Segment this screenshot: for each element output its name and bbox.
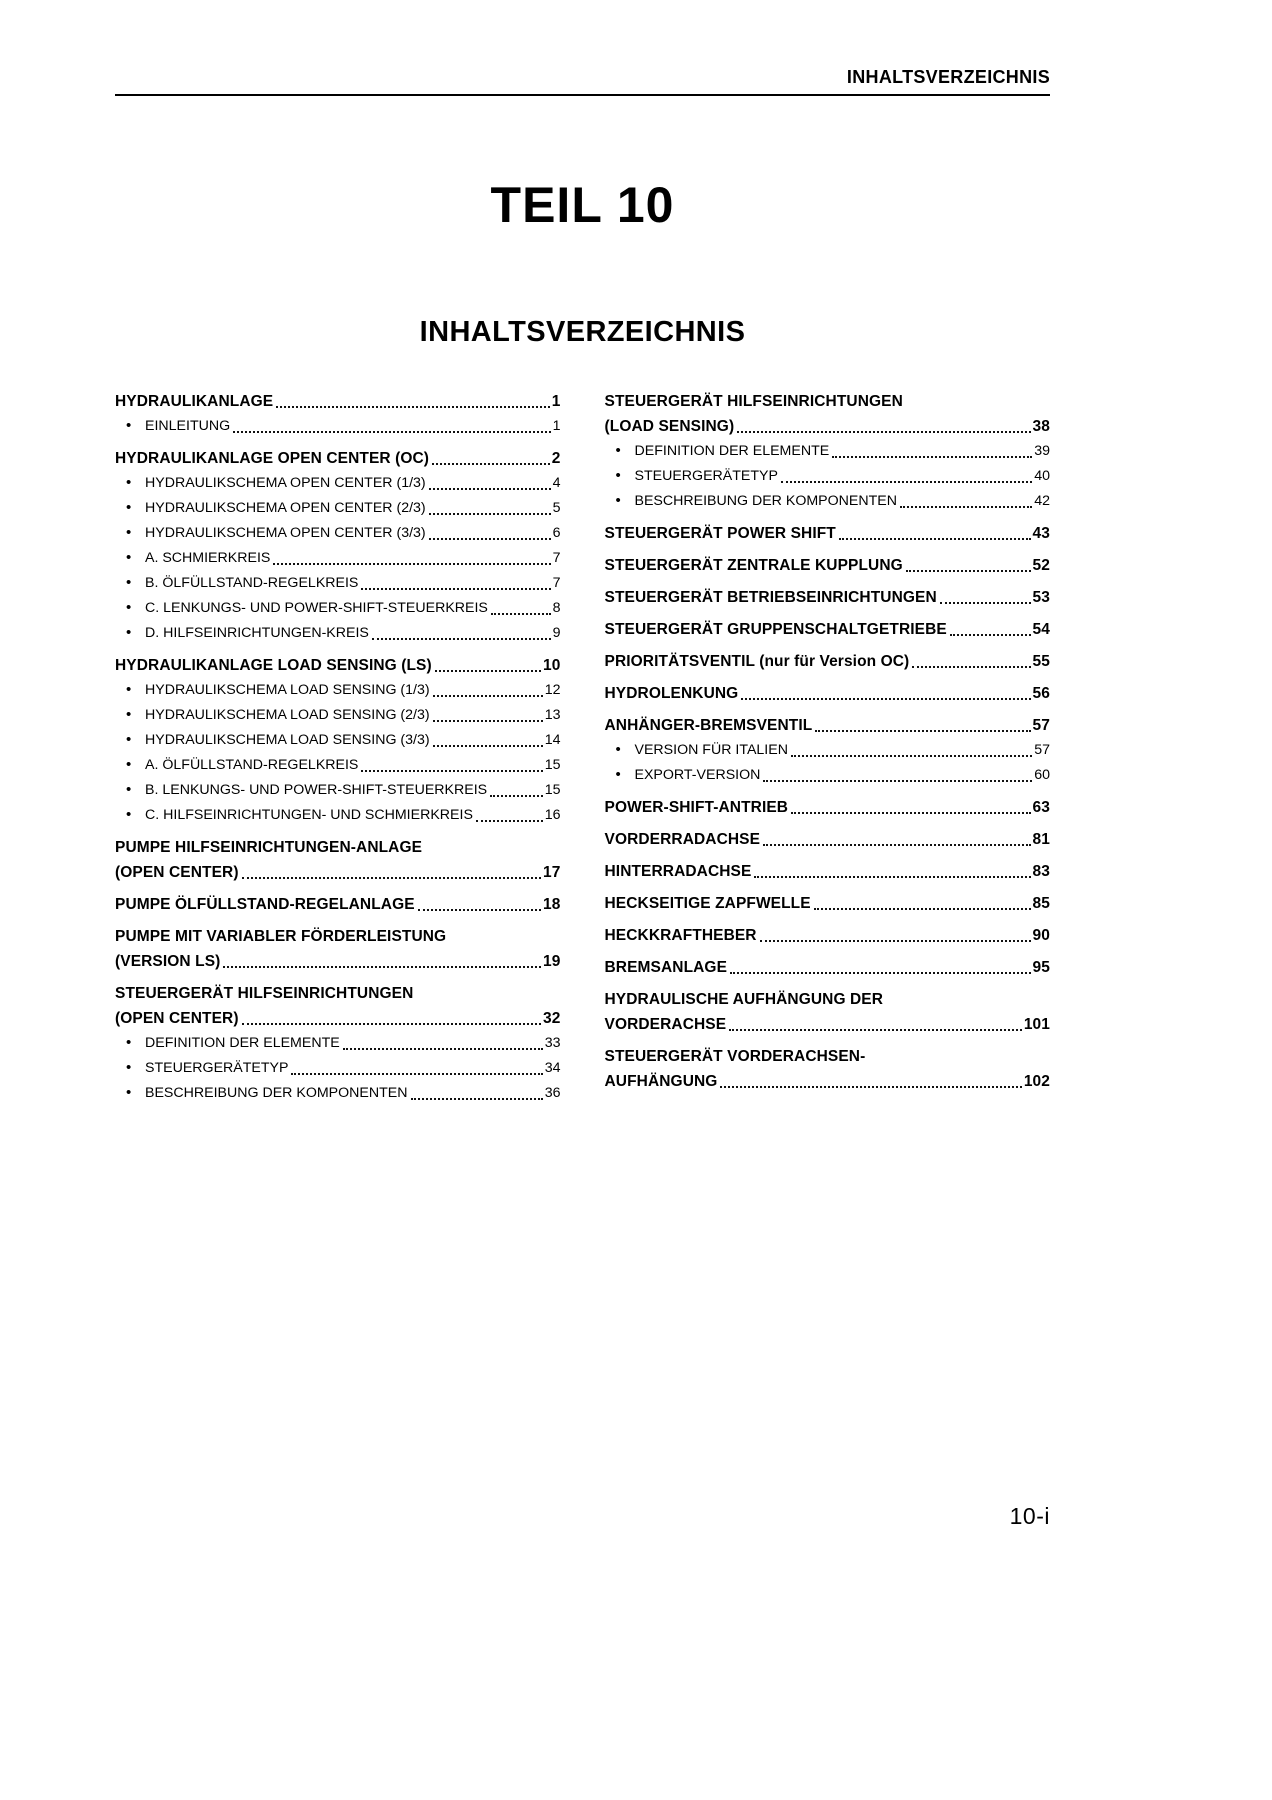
- toc-entry-label: VORDERACHSE: [604, 1016, 727, 1033]
- bullet-icon: •: [126, 1034, 132, 1051]
- toc-entry-label: ANHÄNGER-BREMSVENTIL: [604, 717, 813, 734]
- toc-entry-sub: [115, 753, 561, 778]
- toc-entry-page: 101: [1023, 1016, 1050, 1033]
- toc-entry-page: 60: [1034, 767, 1050, 783]
- toc-entry-sub: [115, 1081, 561, 1106]
- toc-entry-page: 13: [544, 707, 561, 723]
- toc-column-right: [605, 389, 1051, 1106]
- toc-entry-line: [605, 827, 1051, 852]
- toc-entry-label: EXPORT-VERSION: [634, 767, 761, 783]
- dot-leader: [781, 481, 1032, 483]
- toc-entry-sub: [115, 621, 561, 646]
- dot-leader: [760, 940, 1031, 942]
- toc-entry-label: (OPEN CENTER): [115, 864, 239, 881]
- bullet-icon: •: [126, 806, 132, 823]
- dot-leader: [490, 795, 543, 797]
- toc-entry-label: VORDERRADACHSE: [604, 831, 761, 848]
- toc-entry-label: STEUERGERÄT POWER SHIFT: [604, 525, 836, 542]
- toc-entry-label: HECKKRAFTHEBER: [604, 927, 757, 944]
- part-title: TEIL 10: [490, 177, 675, 233]
- toc-entry-line: [115, 471, 561, 496]
- toc-entry-label: BESCHREIBUNG DER KOMPONENTEN: [634, 493, 898, 509]
- toc-entry-label: HYDROLENKUNG: [604, 685, 739, 702]
- toc-entry-sub: [115, 703, 561, 728]
- bullet-icon: •: [126, 681, 132, 698]
- toc-entry-line: [115, 703, 561, 728]
- toc-entry-label: STEUERGERÄTETYP: [634, 468, 778, 484]
- toc-entry-main: [605, 713, 1051, 738]
- dot-leader: [900, 506, 1032, 508]
- toc-entry-line: [605, 1044, 1051, 1069]
- dot-leader: [906, 570, 1031, 572]
- dot-leader: [791, 812, 1030, 814]
- toc-entry-sub: [605, 763, 1051, 788]
- toc-entry-label: (LOAD SENSING): [604, 418, 735, 435]
- toc-entry-line: [605, 414, 1051, 439]
- toc-entry-label: BREMSANLAGE: [604, 959, 728, 976]
- toc-entry-main: [605, 923, 1051, 948]
- dot-leader: [832, 456, 1032, 458]
- bullet-icon: •: [126, 756, 132, 773]
- toc-entry-main: [605, 1044, 1051, 1094]
- toc-entry-label: HYDRAULIKSCHEMA LOAD SENSING (3/3): [145, 732, 430, 748]
- toc-entry-line: [605, 763, 1051, 788]
- dot-leader: [291, 1073, 542, 1075]
- dot-leader: [433, 720, 543, 722]
- toc-entry-line: [605, 681, 1051, 706]
- toc-entry-page: 102: [1023, 1073, 1050, 1090]
- toc-entry-line: [605, 464, 1051, 489]
- bullet-icon: •: [126, 731, 132, 748]
- bullet-icon: •: [126, 781, 132, 798]
- toc-entry-main: [605, 891, 1051, 916]
- toc-entry-line: [115, 596, 561, 621]
- toc-entry-main: [605, 521, 1051, 546]
- toc-entry-sub: [115, 414, 561, 439]
- toc-entry-sub: [115, 778, 561, 803]
- dot-leader: [361, 588, 550, 590]
- toc-entry-page: 12: [544, 682, 561, 698]
- toc-entry-page: 42: [1034, 493, 1050, 509]
- toc-entry-sub: [605, 489, 1051, 514]
- toc-entry-label: HYDRAULIKSCHEMA LOAD SENSING (2/3): [145, 707, 430, 723]
- toc-entry-page: 83: [1032, 863, 1050, 880]
- table-of-contents: [115, 389, 1050, 1106]
- toc-entry-main: [605, 827, 1051, 852]
- toc-entry-page: 95: [1032, 959, 1050, 976]
- toc-entry-page: 43: [1032, 525, 1050, 542]
- toc-entry-page: 55: [1032, 653, 1050, 670]
- toc-entry-page: 34: [544, 1060, 561, 1076]
- toc-entry-page: 8: [552, 600, 561, 616]
- toc-entry-line: [605, 955, 1051, 980]
- toc-entry-line: [115, 678, 561, 703]
- dot-leader: [730, 972, 1031, 974]
- toc-entry-line: [605, 521, 1051, 546]
- toc-entry-main: [605, 617, 1051, 642]
- toc-entry-line: [115, 949, 561, 974]
- toc-entry-label: DEFINITION DER ELEMENTE: [634, 443, 830, 459]
- toc-entry-main: [115, 835, 561, 885]
- toc-entry-main: [115, 446, 561, 471]
- dot-leader: [754, 876, 1030, 878]
- toc-entry-label: STEUERGERÄT BETRIEBSEINRICHTUNGEN: [604, 589, 937, 606]
- toc-entry-page: 15: [544, 757, 561, 773]
- toc-entry-line: [115, 835, 561, 860]
- toc-entry-line: [115, 892, 561, 917]
- toc-entry-line: [605, 738, 1051, 763]
- footer-page-number: 10-i: [1009, 1503, 1050, 1529]
- toc-entry-main: [605, 585, 1051, 610]
- toc-entry-main: [605, 649, 1051, 674]
- toc-entry-page: 40: [1034, 468, 1050, 484]
- toc-entry-label: AUFHÄNGUNG: [604, 1073, 718, 1090]
- toc-entry-label: PUMPE MIT VARIABLER FÖRDERLEISTUNG: [115, 928, 447, 945]
- toc-entry-sub: [115, 546, 561, 571]
- toc-entry-main: [605, 955, 1051, 980]
- toc-entry-page: 36: [544, 1085, 561, 1101]
- toc-entry-page: 38: [1032, 418, 1050, 435]
- toc-entry-line: [115, 1056, 561, 1081]
- dot-leader: [429, 538, 551, 540]
- dot-leader: [912, 666, 1030, 668]
- toc-entry-line: [115, 414, 561, 439]
- toc-entry-sub: [115, 728, 561, 753]
- toc-entry-page: 9: [552, 625, 561, 641]
- toc-entry-main: [115, 892, 561, 917]
- toc-title: INHALTSVERZEICHNIS: [419, 316, 746, 348]
- bullet-icon: •: [126, 474, 132, 491]
- toc-entry-label: HYDRAULISCHE AUFHÄNGUNG DER: [604, 991, 884, 1008]
- toc-entry-label: D. HILFSEINRICHTUNGEN-KREIS: [145, 625, 369, 641]
- toc-entry-page: 6: [552, 525, 561, 541]
- toc-entry-main: [115, 389, 561, 414]
- toc-entry-page: 52: [1032, 557, 1050, 574]
- dot-leader: [729, 1029, 1022, 1031]
- dot-leader: [839, 538, 1031, 540]
- dot-leader: [491, 613, 551, 615]
- toc-entry-main: [115, 981, 561, 1031]
- toc-entry-label: HYDRAULIKSCHEMA OPEN CENTER (2/3): [145, 500, 426, 516]
- toc-entry-label: EINLEITUNG: [145, 418, 231, 434]
- toc-entry-page: 17: [543, 864, 561, 881]
- toc-entry-page: 14: [544, 732, 561, 748]
- header-rule: [115, 94, 1050, 96]
- toc-entry-label: A. ÖLFÜLLSTAND-REGELKREIS: [145, 757, 359, 773]
- dot-leader: [242, 877, 541, 879]
- toc-entry-label: POWER-SHIFT-ANTRIEB: [604, 799, 789, 816]
- toc-entry-main: [605, 553, 1051, 578]
- dot-leader: [343, 1048, 543, 1050]
- toc-entry-line: [115, 778, 561, 803]
- dot-leader: [223, 966, 541, 968]
- toc-entry-label: STEUERGERÄT ZENTRALE KUPPLUNG: [604, 557, 903, 574]
- page-header: [115, 66, 1050, 96]
- toc-entry-sub: [115, 496, 561, 521]
- toc-entry-line: [605, 795, 1051, 820]
- toc-entry-line: [605, 859, 1051, 884]
- bullet-icon: •: [615, 467, 621, 484]
- toc-entry-sub: [115, 471, 561, 496]
- toc-entry-line: [605, 553, 1051, 578]
- toc-entry-line: [605, 585, 1051, 610]
- toc-entry-label: (OPEN CENTER): [115, 1010, 239, 1027]
- toc-entry-main: [115, 653, 561, 678]
- toc-entry-sub: [605, 439, 1051, 464]
- toc-entry-main: [605, 389, 1051, 439]
- toc-entry-page: 56: [1032, 685, 1050, 702]
- toc-entry-page: 5: [552, 500, 561, 516]
- toc-entry-page: 15: [544, 782, 561, 798]
- dot-leader: [815, 730, 1030, 732]
- toc-entry-line: [115, 496, 561, 521]
- toc-entry-label: HYDRAULIKSCHEMA OPEN CENTER (3/3): [145, 525, 426, 541]
- toc-entry-page: 7: [552, 575, 561, 591]
- toc-entry-label: VERSION FÜR ITALIEN: [634, 742, 788, 758]
- dot-leader: [435, 670, 541, 672]
- bullet-icon: •: [126, 1059, 132, 1076]
- toc-entry-sub: [115, 803, 561, 828]
- toc-entry-page: 85: [1032, 895, 1050, 912]
- dot-leader: [433, 695, 543, 697]
- toc-entry-sub: [605, 464, 1051, 489]
- toc-entry-sub: [115, 1056, 561, 1081]
- toc-entry-page: 1: [551, 393, 561, 410]
- bullet-icon: •: [615, 766, 621, 783]
- bullet-icon: •: [615, 741, 621, 758]
- toc-entry-line: [115, 521, 561, 546]
- toc-entry-line: [115, 621, 561, 646]
- toc-entry-label: HINTERRADACHSE: [604, 863, 752, 880]
- dot-leader: [242, 1023, 541, 1025]
- bullet-icon: •: [615, 442, 621, 459]
- toc-entry-label: HECKSEITIGE ZAPFWELLE: [604, 895, 811, 912]
- toc-entry-label: C. HILFSEINRICHTUNGEN- UND SCHMIERKREIS: [145, 807, 473, 823]
- dot-leader: [372, 638, 551, 640]
- toc-entry-page: 16: [544, 807, 561, 823]
- toc-entry-label: A. SCHMIERKREIS: [145, 550, 271, 566]
- bullet-icon: •: [126, 417, 132, 434]
- toc-entry-line: [115, 653, 561, 678]
- dot-leader: [476, 820, 543, 822]
- dot-leader: [741, 698, 1030, 700]
- toc-entry-line: [115, 803, 561, 828]
- toc-entry-label: DEFINITION DER ELEMENTE: [145, 1035, 340, 1051]
- toc-entry-page: 2: [551, 450, 561, 467]
- toc-entry-line: [605, 713, 1051, 738]
- toc-entry-line: [605, 1069, 1051, 1094]
- toc-entry-page: 53: [1032, 589, 1050, 606]
- toc-entry-main: [115, 924, 561, 974]
- dot-leader: [791, 755, 1032, 757]
- toc-entry-label: PUMPE ÖLFÜLLSTAND-REGELANLAGE: [115, 896, 415, 913]
- toc-entry-line: [605, 987, 1051, 1012]
- toc-entry-page: 1: [552, 418, 561, 434]
- dot-leader: [432, 463, 550, 465]
- bullet-icon: •: [126, 706, 132, 723]
- toc-entry-line: [605, 649, 1051, 674]
- toc-entry-label: B. LENKUNGS- UND POWER-SHIFT-STEUERKREIS: [145, 782, 488, 798]
- dot-leader: [433, 745, 543, 747]
- toc-entry-main: [605, 987, 1051, 1037]
- dot-leader: [940, 602, 1031, 604]
- toc-entry-line: [115, 860, 561, 885]
- bullet-icon: •: [126, 549, 132, 566]
- toc-entry-line: [115, 728, 561, 753]
- dot-leader: [233, 431, 550, 433]
- toc-entry-page: 19: [543, 953, 561, 970]
- toc-entry-label: HYDRAULIKANLAGE LOAD SENSING (LS): [115, 657, 432, 674]
- toc-entry-label: BESCHREIBUNG DER KOMPONENTEN: [145, 1085, 408, 1101]
- toc-entry-line: [605, 891, 1051, 916]
- toc-entry-sub: [115, 1031, 561, 1056]
- toc-entry-line: [115, 1081, 561, 1106]
- toc-entry-line: [605, 923, 1051, 948]
- toc-entry-label: PRIORITÄTSVENTIL (nur für Version OC): [604, 653, 910, 670]
- toc-entry-line: [115, 1031, 561, 1056]
- bullet-icon: •: [126, 574, 132, 591]
- toc-entry-label: PUMPE HILFSEINRICHTUNGEN-ANLAGE: [115, 839, 423, 856]
- bullet-icon: •: [615, 492, 621, 509]
- dot-leader: [361, 770, 542, 772]
- toc-entry-sub: [115, 596, 561, 621]
- toc-entry-page: 57: [1034, 742, 1050, 758]
- toc-entry-sub: [115, 678, 561, 703]
- toc-entry-main: [605, 795, 1051, 820]
- toc-entry-label: STEUERGERÄT VORDERACHSEN-: [604, 1048, 866, 1065]
- toc-entry-label: HYDRAULIKANLAGE: [115, 393, 274, 410]
- toc-entry-line: [605, 439, 1051, 464]
- toc-entry-line: [115, 924, 561, 949]
- toc-entry-line: [605, 389, 1051, 414]
- toc-entry-page: 39: [1034, 443, 1050, 459]
- toc-entry-label: STEUERGERÄT HILFSEINRICHTUNGEN: [604, 393, 903, 410]
- toc-entry-sub: [115, 521, 561, 546]
- toc-entry-line: [115, 981, 561, 1006]
- toc-entry-line: [605, 617, 1051, 642]
- dot-leader: [418, 909, 541, 911]
- toc-entry-page: 10: [543, 657, 561, 674]
- toc-entry-line: [115, 389, 561, 414]
- toc-entry-page: 90: [1032, 927, 1050, 944]
- bullet-icon: •: [126, 499, 132, 516]
- toc-entry-line: [605, 489, 1051, 514]
- toc-entry-page: 57: [1032, 717, 1050, 734]
- dot-leader: [411, 1098, 543, 1100]
- dot-leader: [737, 431, 1030, 433]
- dot-leader: [273, 563, 550, 565]
- toc-entry-label: HYDRAULIKSCHEMA OPEN CENTER (1/3): [145, 475, 426, 491]
- toc-entry-line: [115, 1006, 561, 1031]
- toc-entry-label: STEUERGERÄTETYP: [145, 1060, 289, 1076]
- toc-entry-label: STEUERGERÄT HILFSEINRICHTUNGEN: [115, 985, 414, 1002]
- toc-entry-main: [605, 681, 1051, 706]
- toc-entry-label: HYDRAULIKANLAGE OPEN CENTER (OC): [115, 450, 430, 467]
- toc-entry-line: [115, 753, 561, 778]
- bullet-icon: •: [126, 524, 132, 541]
- toc-entry-label: HYDRAULIKSCHEMA LOAD SENSING (1/3): [145, 682, 430, 698]
- bullet-icon: •: [126, 599, 132, 616]
- dot-leader: [950, 634, 1031, 636]
- dot-leader: [763, 844, 1030, 846]
- dot-leader: [814, 908, 1031, 910]
- toc-entry-page: 32: [543, 1010, 561, 1027]
- dot-leader: [720, 1086, 1021, 1088]
- toc-column-left: [115, 389, 561, 1106]
- toc-entry-line: [115, 546, 561, 571]
- bullet-icon: •: [126, 1084, 132, 1101]
- toc-entry-sub: [605, 738, 1051, 763]
- dot-leader: [276, 406, 550, 408]
- toc-entry-label: (VERSION LS): [115, 953, 221, 970]
- toc-entry-label: STEUERGERÄT GRUPPENSCHALTGETRIEBE: [604, 621, 947, 638]
- toc-entry-page: 33: [544, 1035, 561, 1051]
- dot-leader: [763, 780, 1032, 782]
- toc-entry-page: 18: [543, 896, 561, 913]
- bullet-icon: •: [126, 624, 132, 641]
- dot-leader: [429, 513, 551, 515]
- running-header-title: INHALTSVERZEICHNIS: [846, 67, 1050, 87]
- toc-entry-page: 4: [552, 475, 561, 491]
- toc-entry-line: [115, 571, 561, 596]
- toc-entry-page: 7: [552, 550, 561, 566]
- toc-entry-page: 54: [1032, 621, 1050, 638]
- dot-leader: [429, 488, 551, 490]
- toc-entry-sub: [115, 571, 561, 596]
- toc-entry-label: B. ÖLFÜLLSTAND-REGELKREIS: [145, 575, 359, 591]
- toc-entry-page: 81: [1032, 831, 1050, 848]
- toc-entry-main: [605, 859, 1051, 884]
- toc-entry-line: [605, 1012, 1051, 1037]
- toc-entry-page: 63: [1032, 799, 1050, 816]
- toc-entry-label: C. LENKUNGS- UND POWER-SHIFT-STEUERKREIS: [145, 600, 488, 616]
- toc-entry-line: [115, 446, 561, 471]
